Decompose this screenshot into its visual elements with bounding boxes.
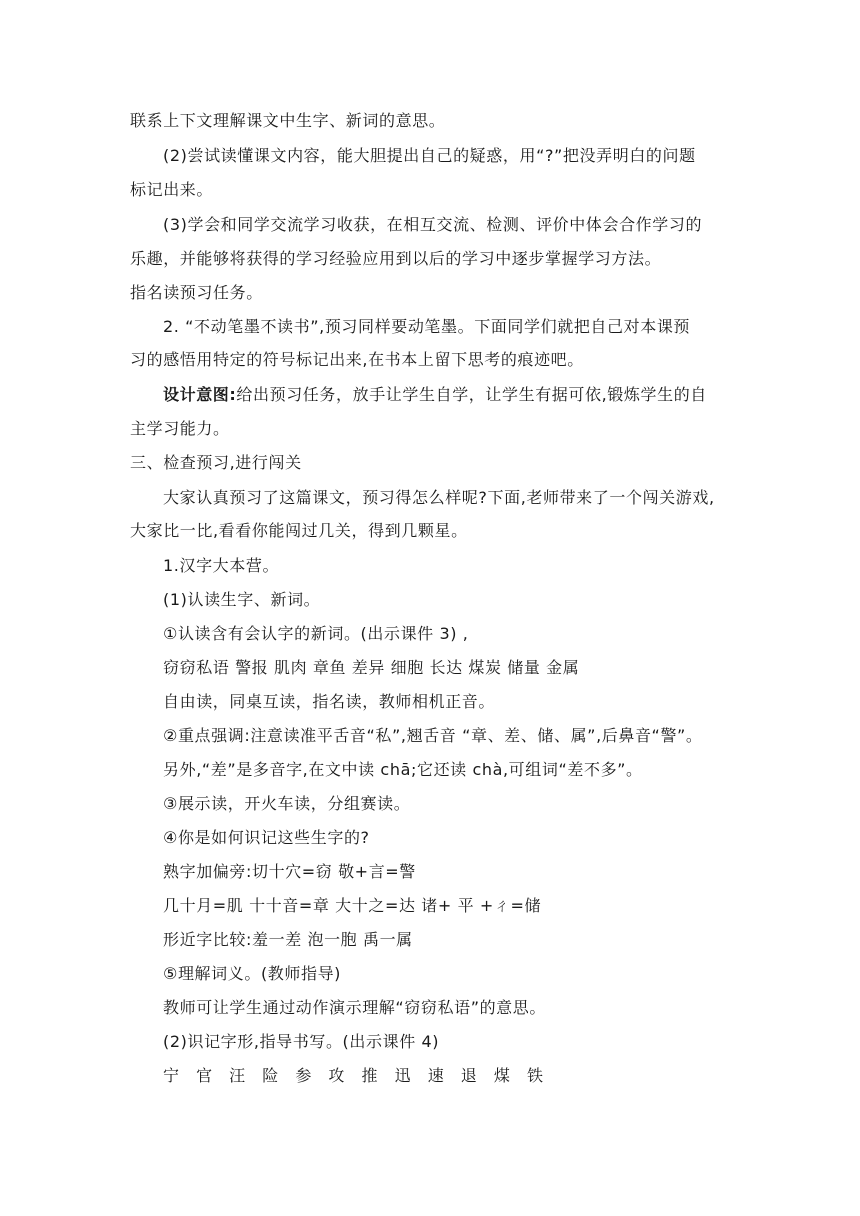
text-line: 大家比一比,看看你能闯过几关，得到几颗星。 — [130, 521, 468, 540]
text-line: ③展示读，开火车读，分组赛读。 — [163, 794, 411, 813]
vocabulary-line: 窃窃私语 警报 肌肉 章鱼 差异 细胞 长达 煤炭 储量 金属 — [163, 658, 580, 677]
text-line: 教师可让学生通过动作演示理解“窃窃私语”的意思。 — [163, 998, 546, 1017]
text-line: 形近字比较:羞一差 泡一胞 禹一属 — [163, 930, 413, 949]
character-list-line: 宁 官 汪 险 参 攻 推 迅 速 退 煤 铁 — [163, 1066, 549, 1085]
text-line: 大家认真预习了这篇课文，预习得怎么样呢?下面,老师带来了一个闯关游戏, — [163, 488, 715, 507]
text-line: 乐趣，并能够将获得的学习经验应用到以后的学习中逐步掌握学习方法。 — [130, 249, 662, 268]
text-line: ④你是如何识记这些生字的? — [163, 828, 370, 847]
text-line: 标记出来。 — [130, 180, 214, 199]
design-intent-text: 给出预习任务，放手让学生自学，让学生有据可依,锻炼学生的自 — [236, 385, 707, 404]
text-line: (1)认读生字、新词。 — [163, 590, 321, 609]
text-line: 自由读，同桌互读，指名读，教师相机正音。 — [163, 692, 496, 711]
text-line: (2)尝试读懂课文内容，能大胆提出自己的疑惑，用“?”把没弄明白的问题 — [163, 146, 696, 165]
design-intent-line — [163, 385, 707, 405]
text-line: (2)识记字形,指导书写。(出示课件 4) — [163, 1032, 440, 1051]
text-line: ⑤理解词义。(教师指导) — [163, 964, 342, 983]
text-line: 主学习能力。 — [130, 419, 230, 438]
text-line: 2. “不动笔墨不读书”,预习同样要动笔墨。下面同学们就把自己对本课预 — [163, 317, 691, 336]
text-line: ①认读含有会认字的新词。(出示课件 3) , — [163, 624, 469, 643]
text-line: 1.汉字大本营。 — [163, 556, 280, 575]
text-line: 另外,“差”是多音字,在文中读 chā;它还读 chà,可组词“差不多”。 — [163, 760, 643, 779]
section-heading: 三、检查预习,进行闯关 — [130, 453, 302, 472]
text-line: 几十月=肌 十十音=章 大十之=达 诸+ 平 +ㄔ=储 — [163, 896, 542, 915]
design-intent-label: 设计意图: — [163, 385, 237, 404]
text-line: 指名读预习任务。 — [130, 283, 263, 302]
text-line: 习的感悟用特定的符号标记出来,在书本上留下思考的痕迹吧。 — [130, 350, 584, 369]
text-line: (3)学会和同学交流学习收获，在相互交流、检测、评价中体会合作学习的 — [163, 215, 703, 234]
text-line: ②重点强调:注意读准平舌音“私”,翘舌音 “章、差、储、属”,后鼻音“警”。 — [163, 726, 703, 745]
text-line: 联系上下文理解课文中生字、新词的意思。 — [130, 111, 446, 130]
text-line: 熟字加偏旁:切十穴=窃 敬+言=警 — [163, 862, 416, 881]
